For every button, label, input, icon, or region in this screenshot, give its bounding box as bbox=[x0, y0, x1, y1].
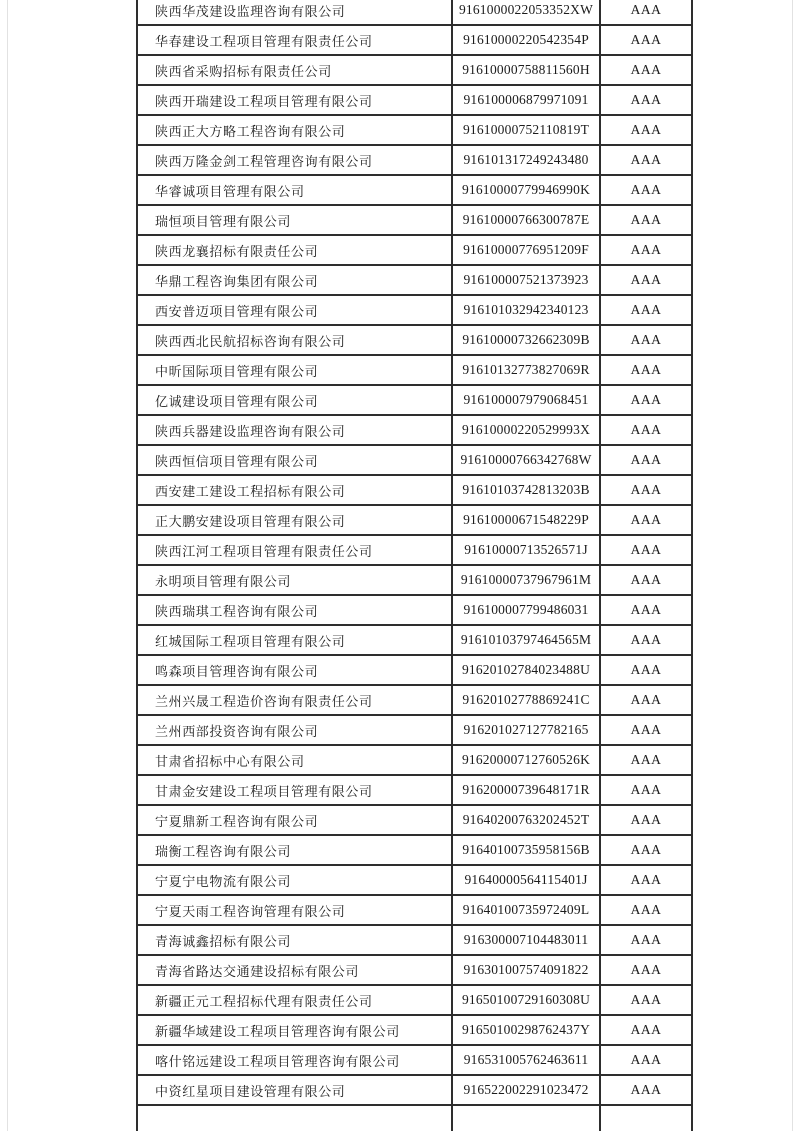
credit-code-cell: 91610000779946990K bbox=[452, 175, 600, 205]
company-name-cell: 新疆正元工程招标代理有限责任公司 bbox=[137, 985, 452, 1015]
credit-code-cell: 91610000758811560H bbox=[452, 55, 600, 85]
company-name-cell: 兰州西部投资咨询有限公司 bbox=[137, 715, 452, 745]
credit-code-cell: 91610000776951209F bbox=[452, 235, 600, 265]
rating-cell: AAA bbox=[600, 895, 692, 925]
company-name-cell: 陕西西北民航招标咨询有限公司 bbox=[137, 325, 452, 355]
company-name-cell: 甘肃金安建设工程项目管理有限公司 bbox=[137, 775, 452, 805]
table-row bbox=[137, 1015, 692, 1045]
table-row bbox=[137, 625, 692, 655]
table-row bbox=[137, 235, 692, 265]
table-row bbox=[137, 355, 692, 385]
table-row bbox=[137, 895, 692, 925]
company-name-cell: 陕西华茂建设监理咨询有限公司 bbox=[137, 0, 452, 25]
table-row bbox=[137, 685, 692, 715]
credit-code-cell: 91620000739648171R bbox=[452, 775, 600, 805]
company-name-cell: 中昕国际项目管理有限公司 bbox=[137, 355, 452, 385]
rating-cell: AAA bbox=[600, 715, 692, 745]
table-row bbox=[137, 535, 692, 565]
rating-cell: AAA bbox=[600, 175, 692, 205]
credit-code-cell: 916100007979068451 bbox=[452, 385, 600, 415]
table-row-empty bbox=[137, 1105, 692, 1131]
credit-code-cell: 91610000732662309B bbox=[452, 325, 600, 355]
table-row bbox=[137, 1075, 692, 1105]
company-name-cell: 喀什铭远建设工程项目管理咨询有限公司 bbox=[137, 1045, 452, 1075]
company-name-cell: 陕西省采购招标有限责任公司 bbox=[137, 55, 452, 85]
table-row bbox=[137, 55, 692, 85]
rating-cell: AAA bbox=[600, 835, 692, 865]
credit-code-cell: 916522002291023472 bbox=[452, 1075, 600, 1105]
company-name-cell: 亿诚建设项目管理有限公司 bbox=[137, 385, 452, 415]
rating-cell: AAA bbox=[600, 115, 692, 145]
rating-cell: AAA bbox=[600, 145, 692, 175]
credit-code-cell: 91610103742813203B bbox=[452, 475, 600, 505]
credit-code-cell: 916100007521373923 bbox=[452, 265, 600, 295]
company-name-cell: 陕西瑞琪工程咨询有限公司 bbox=[137, 595, 452, 625]
rating-cell: AAA bbox=[600, 655, 692, 685]
rating-cell bbox=[600, 1105, 692, 1131]
credit-code-cell: 91610000737967961M bbox=[452, 565, 600, 595]
table-row bbox=[137, 265, 692, 295]
company-name-cell: 宁夏天雨工程咨询管理有限公司 bbox=[137, 895, 452, 925]
rating-cell: AAA bbox=[600, 415, 692, 445]
company-rating-table bbox=[136, 0, 693, 1131]
credit-code-cell: 9161000022053352XW bbox=[452, 0, 600, 25]
credit-code-cell: 91610000671548229P bbox=[452, 505, 600, 535]
credit-code-cell: 91650100298762437Y bbox=[452, 1015, 600, 1045]
company-name-cell: 华睿诚项目管理有限公司 bbox=[137, 175, 452, 205]
credit-code-cell: 91610000766342768W bbox=[452, 445, 600, 475]
company-name-cell: 陕西江河工程项目管理有限责任公司 bbox=[137, 535, 452, 565]
company-name-cell: 兰州兴晟工程造价咨询有限责任公司 bbox=[137, 685, 452, 715]
credit-code-cell: 91610000220542354P bbox=[452, 25, 600, 55]
table-row bbox=[137, 1045, 692, 1075]
credit-code-cell: 91610132773827069R bbox=[452, 355, 600, 385]
table-row bbox=[137, 415, 692, 445]
company-name-cell: 西安普迈项目管理有限公司 bbox=[137, 295, 452, 325]
credit-code-cell: 91610000766300787E bbox=[452, 205, 600, 235]
credit-code-cell: 91640000564115401J bbox=[452, 865, 600, 895]
company-name-cell bbox=[137, 1105, 452, 1131]
table-row bbox=[137, 505, 692, 535]
company-name-cell: 陕西龙襄招标有限责任公司 bbox=[137, 235, 452, 265]
table-row bbox=[137, 325, 692, 355]
credit-code-cell: 916100007799486031 bbox=[452, 595, 600, 625]
company-name-cell: 永明项目管理有限公司 bbox=[137, 565, 452, 595]
rating-cell: AAA bbox=[600, 505, 692, 535]
table-row bbox=[137, 115, 692, 145]
rating-cell: AAA bbox=[600, 1045, 692, 1075]
credit-code-cell: 91610000713526571J bbox=[452, 535, 600, 565]
rating-cell: AAA bbox=[600, 295, 692, 325]
rating-cell: AAA bbox=[600, 775, 692, 805]
page-right-edge bbox=[792, 0, 793, 1131]
table-row bbox=[137, 445, 692, 475]
company-name-cell: 瑞衡工程咨询有限公司 bbox=[137, 835, 452, 865]
company-name-cell: 青海省路达交通建设招标有限公司 bbox=[137, 955, 452, 985]
rating-cell: AAA bbox=[600, 985, 692, 1015]
credit-code-cell: 91650100729160308U bbox=[452, 985, 600, 1015]
company-name-cell: 正大鹏安建设项目管理有限公司 bbox=[137, 505, 452, 535]
table-row bbox=[137, 0, 692, 25]
rating-cell: AAA bbox=[600, 25, 692, 55]
rating-cell: AAA bbox=[600, 685, 692, 715]
table-row bbox=[137, 745, 692, 775]
rating-cell: AAA bbox=[600, 925, 692, 955]
company-name-cell: 中资红星项目建设管理有限公司 bbox=[137, 1075, 452, 1105]
table-row bbox=[137, 145, 692, 175]
company-name-cell: 陕西兵器建设监理咨询有限公司 bbox=[137, 415, 452, 445]
rating-cell: AAA bbox=[600, 745, 692, 775]
rating-cell: AAA bbox=[600, 805, 692, 835]
company-name-cell: 瑞恒项目管理有限公司 bbox=[137, 205, 452, 235]
rating-cell: AAA bbox=[600, 445, 692, 475]
credit-code-cell: 91610000752110819T bbox=[452, 115, 600, 145]
company-name-cell: 华春建设工程项目管理有限责任公司 bbox=[137, 25, 452, 55]
table-row bbox=[137, 655, 692, 685]
rating-cell: AAA bbox=[600, 85, 692, 115]
table-row bbox=[137, 595, 692, 625]
rating-cell: AAA bbox=[600, 385, 692, 415]
credit-code-cell: 91640100735972409L bbox=[452, 895, 600, 925]
table-row bbox=[137, 925, 692, 955]
company-name-cell: 甘肃省招标中心有限公司 bbox=[137, 745, 452, 775]
credit-code-cell bbox=[452, 1105, 600, 1131]
rating-cell: AAA bbox=[600, 475, 692, 505]
rating-cell: AAA bbox=[600, 355, 692, 385]
company-name-cell: 陕西正大方略工程咨询有限公司 bbox=[137, 115, 452, 145]
table-row bbox=[137, 985, 692, 1015]
credit-code-cell: 91620102784023488U bbox=[452, 655, 600, 685]
credit-code-cell: 91610000220529993X bbox=[452, 415, 600, 445]
rating-cell: AAA bbox=[600, 625, 692, 655]
table-row bbox=[137, 805, 692, 835]
company-name-cell: 鸣森项目管理咨询有限公司 bbox=[137, 655, 452, 685]
company-name-cell: 陕西万隆金剑工程管理咨询有限公司 bbox=[137, 145, 452, 175]
credit-code-cell: 916101317249243480 bbox=[452, 145, 600, 175]
table-row bbox=[137, 475, 692, 505]
credit-code-cell: 916531005762463611 bbox=[452, 1045, 600, 1075]
table-row bbox=[137, 775, 692, 805]
table-row bbox=[137, 295, 692, 325]
rating-cell: AAA bbox=[600, 55, 692, 85]
company-name-cell: 红城国际工程项目管理有限公司 bbox=[137, 625, 452, 655]
table-row bbox=[137, 955, 692, 985]
table-row bbox=[137, 385, 692, 415]
credit-code-cell: 91620000712760526K bbox=[452, 745, 600, 775]
table-row bbox=[137, 85, 692, 115]
table-row bbox=[137, 25, 692, 55]
credit-code-cell: 916201027127782165 bbox=[452, 715, 600, 745]
rating-cell: AAA bbox=[600, 325, 692, 355]
company-name-cell: 陕西开瑞建设工程项目管理有限公司 bbox=[137, 85, 452, 115]
credit-code-cell: 91620102778869241C bbox=[452, 685, 600, 715]
company-name-cell: 西安建工建设工程招标有限公司 bbox=[137, 475, 452, 505]
company-name-cell: 陕西恒信项目管理有限公司 bbox=[137, 445, 452, 475]
rating-cell: AAA bbox=[600, 0, 692, 25]
rating-cell: AAA bbox=[600, 205, 692, 235]
credit-code-cell: 91640200763202452T bbox=[452, 805, 600, 835]
table-row bbox=[137, 565, 692, 595]
company-name-cell: 华鼎工程咨询集团有限公司 bbox=[137, 265, 452, 295]
table-row bbox=[137, 175, 692, 205]
credit-code-cell: 916300007104483011 bbox=[452, 925, 600, 955]
rating-cell: AAA bbox=[600, 865, 692, 895]
rating-cell: AAA bbox=[600, 265, 692, 295]
table-row bbox=[137, 835, 692, 865]
company-name-cell: 宁夏鼎新工程咨询有限公司 bbox=[137, 805, 452, 835]
table-row bbox=[137, 865, 692, 895]
rating-cell: AAA bbox=[600, 1075, 692, 1105]
company-name-cell: 新疆华域建设工程项目管理咨询有限公司 bbox=[137, 1015, 452, 1045]
credit-code-cell: 916301007574091822 bbox=[452, 955, 600, 985]
credit-code-cell: 916100006879971091 bbox=[452, 85, 600, 115]
rating-cell: AAA bbox=[600, 595, 692, 625]
company-name-cell: 宁夏宁电物流有限公司 bbox=[137, 865, 452, 895]
rating-cell: AAA bbox=[600, 955, 692, 985]
credit-code-cell: 91640100735958156B bbox=[452, 835, 600, 865]
rating-cell: AAA bbox=[600, 1015, 692, 1045]
table-row bbox=[137, 715, 692, 745]
rating-cell: AAA bbox=[600, 565, 692, 595]
rating-cell: AAA bbox=[600, 235, 692, 265]
table-body bbox=[137, 0, 692, 1131]
company-name-cell: 青海诚鑫招标有限公司 bbox=[137, 925, 452, 955]
credit-code-cell: 916101032942340123 bbox=[452, 295, 600, 325]
page-left-edge bbox=[7, 0, 8, 1131]
credit-code-cell: 91610103797464565M bbox=[452, 625, 600, 655]
table-row bbox=[137, 205, 692, 235]
rating-cell: AAA bbox=[600, 535, 692, 565]
